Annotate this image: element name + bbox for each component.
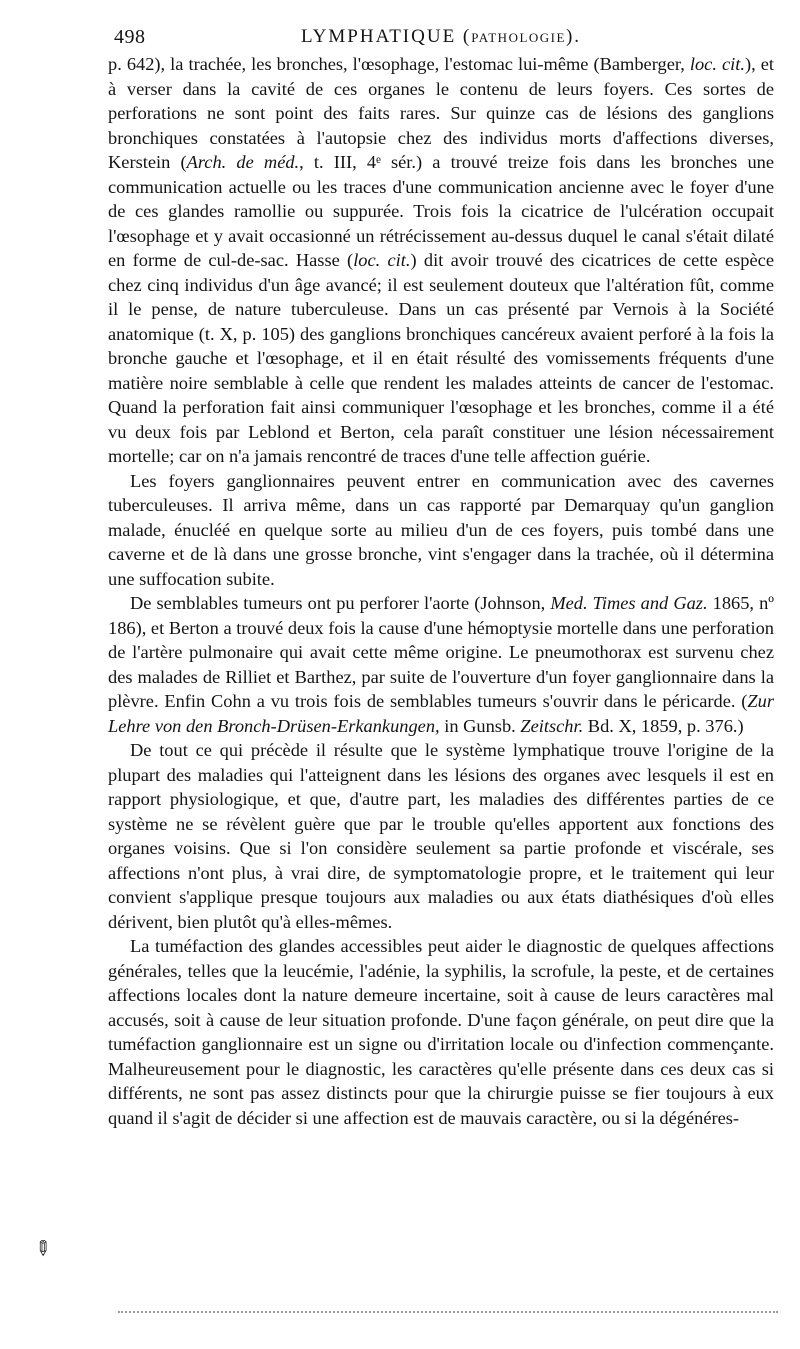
italic-citation: loc. cit. xyxy=(353,250,411,270)
page-number: 498 xyxy=(114,26,146,48)
text-run: , t. III, 4ᵉ sér.) a trouvé treize fois dans les bronches une communication actuelle ou les traces d'une communication ancienne avec le foyer d'une de ces glandes ramollie ou suppurée. Trois fois la cicatrice de l'ulcération occupait l'œsophage et y avait occasionné un rétrécissement au-dessus duquel le canal s'était dilaté en forme de cul-de-sac. Hasse ( xyxy=(108,152,774,270)
paragraph xyxy=(108,591,774,738)
text-run: La tuméfaction des glandes accessibles peut aider le diagnostic de quelques affections générales, telles que la leucémie, l'adénie, la syphilis, la scrofule, la peste, et de certaines affections locales dont la nature demeure incertaine, soit à cause de leurs caractères mal accusés, soit à cause de leur situation profonde. D'une façon générale, on peut dire que la tuméfaction ganglionnaire est un signe ou d'irritation locale ou d'infection commençante. Malheureusement pour le diagnostic, les caractères qu'elle présente dans ces deux cas si différents, ne sont pas assez distincts pour que la chirurgie puisse se fier toujours à eux quand il s'agit de décider si une affection est de mauvais caractère, ou si la dégénéres- xyxy=(108,936,774,1128)
bottom-dotted-rule xyxy=(118,1311,778,1313)
running-title-end: ). xyxy=(565,26,582,47)
running-title-small-caps: PATHOLOGIE xyxy=(471,30,566,45)
text-run: ), et à verser dans la cavité de ces organes le contenu de leurs foyers. Ces sortes de perforations ne sont point des faits rares. Sur quinze cas de lésions des ganglions bronchiques constatées à l'autopsie chez des individus morts d'affections diverses, Kerstein ( xyxy=(108,54,774,172)
text-run: Bd. X, 1859, p. 376.) xyxy=(583,715,744,736)
stray-ink-mark: ✎ xyxy=(28,1235,56,1263)
text-run: ) dit avoir trouvé des cicatrices de cette espèce chez cinq individus d'un âge avancé; il est seulement douteux que l'altération fût, comme il le pense, de nature tuberculeuse. Dans un cas présenté par Vernois à la Société anatomique (t. X, p. 105) des ganglions bronchiques cancéreux avaient perforé à la fois la bronche gauche et l'œsophage, et il en était résulté des vomissements fréquents d'une matière noire semblable à celle que rendent les malades atteints de cancer de l'estomac. Quand la perforation fait ainsi communiquer l'œsophage et les bronches, comme il a été vu deux fois par Leblond et Berton, cela paraît constituer une lésion nécessairement mortelle; car on n'a jamais rencontré de traces d'une telle affection guérie. xyxy=(108,250,774,466)
paragraph xyxy=(108,934,774,1130)
book-page xyxy=(108,22,774,1130)
body-text xyxy=(108,52,774,1130)
italic-citation: Arch. de méd. xyxy=(186,152,300,172)
page-header xyxy=(108,22,774,52)
paragraph xyxy=(108,738,774,934)
italic-citation: Zur Lehre von den Bronch-Drüsen-Erkankungen, xyxy=(108,691,774,736)
text-run: p. 642), la trachée, les bronches, l'œsophage, l'estomac lui-même (Bamberger, xyxy=(108,54,690,74)
italic-citation: Med. Times and Gaz. xyxy=(550,593,708,613)
paragraph xyxy=(108,52,774,469)
text-run: De tout ce qui précède il résulte que le système lymphatique trouve l'origine de la plupart des maladies qui l'atteignent dans les lésions des organes avec lesquels il est en rapport physiologique, et que, d'autre part, les maladies des différentes parties de ce système ne se révèlent guère que par le trouble qu'elles apportent aux fonctions des organes voisins. Que si l'on considère seulement sa partie profonde et viscérale, ses affections n'ont plus, à vrai dire, de symptomatologie propre, et le traitement qui leur convient s'applique presque toujours aux maladies ou aux états diathésiques d'où elles dérivent, bien plutôt qu'à elles-mêmes. xyxy=(108,740,774,932)
italic-citation: loc. cit. xyxy=(689,54,745,74)
running-title-main: LYMPHATIQUE ( xyxy=(300,26,472,47)
italic-citation: Zeitschr. xyxy=(520,715,584,736)
text-run: in Gunsb. xyxy=(439,715,521,736)
running-title xyxy=(108,26,774,48)
paragraph xyxy=(108,469,774,592)
text-run: De semblables tumeurs ont pu perforer l'aorte (Johnson, xyxy=(130,593,551,613)
text-run: 1865, nº 186), et Berton a trouvé deux fois la cause d'une hémoptysie mortelle dans une perforation de l'artère pulmonaire qui avait cette même origine. Le pneumothorax est survenu chez des malades de Rilliet et Barthez, par suite de l'ouverture d'un foyer ganglionnaire dans la plèvre. Enfin Cohn a vu trois fois de semblables tumeurs s'ouvrir dans le péricarde. ( xyxy=(108,593,774,711)
text-run: Les foyers ganglionnaires peuvent entrer en communication avec des cavernes tuberculeuses. Il arriva même, dans un cas rapporté par Demarquay qu'un ganglion malade, énucléé en quelque sorte au milieu d'un de ces foyers, puis tombé dans une caverne et de là dans une grosse bronche, vint s'engager dans la trachée, où il détermina une suffocation subite. xyxy=(108,470,774,589)
